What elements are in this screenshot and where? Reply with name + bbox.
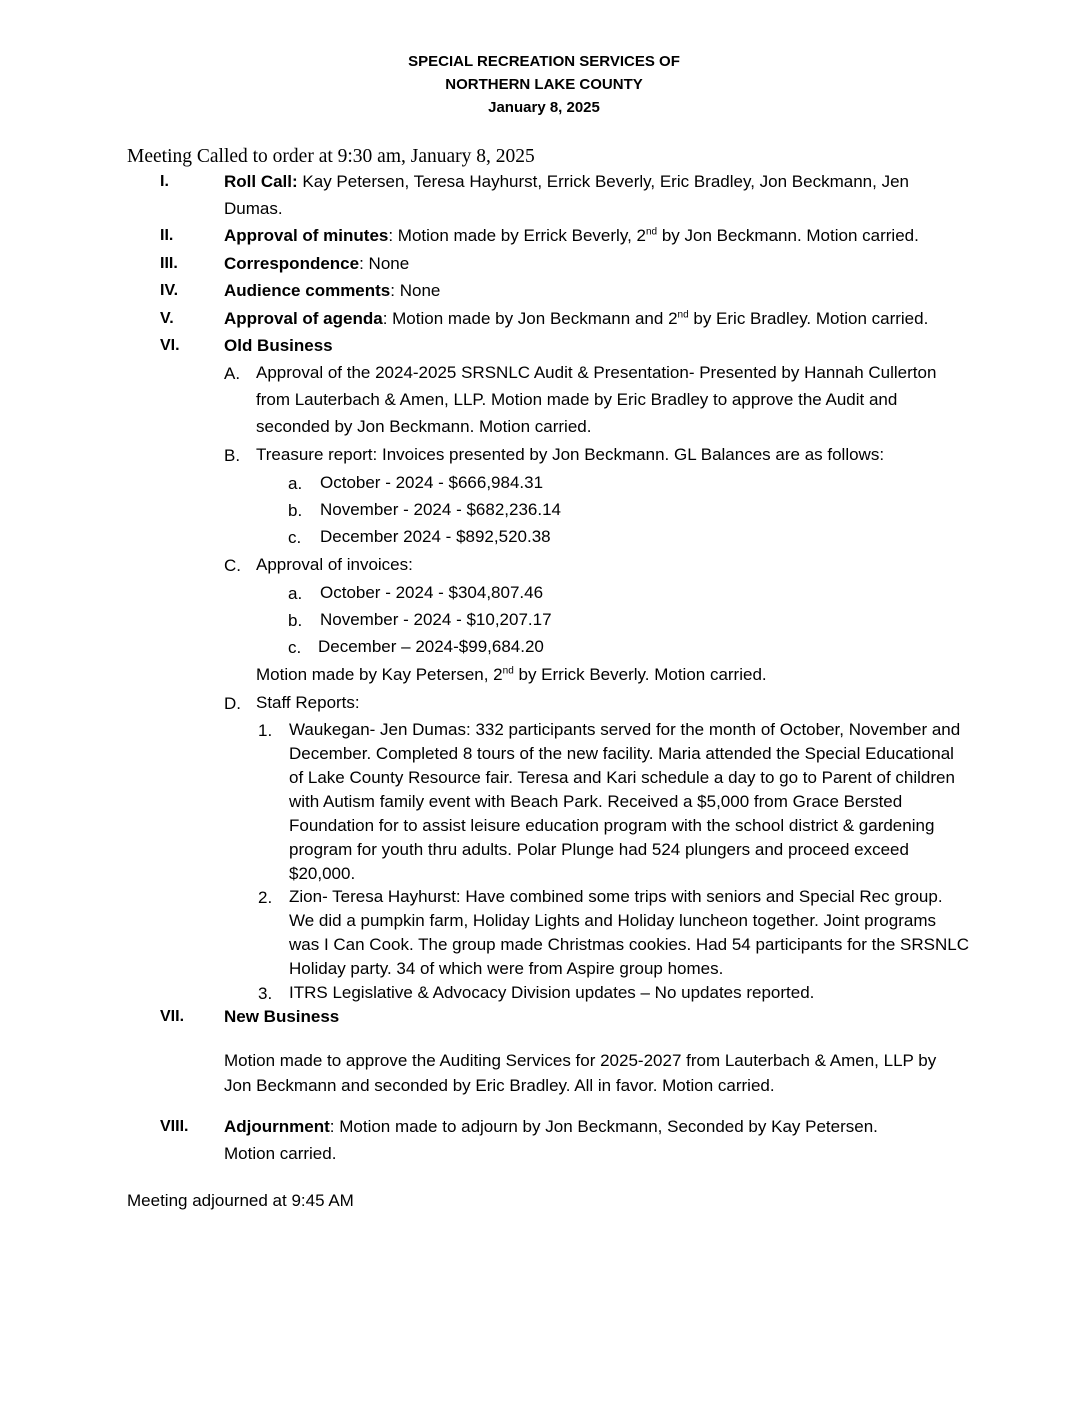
- item-number-vii: VII.: [160, 1008, 185, 1025]
- old-business-a-text: Approval of the 2024-2025 SRSNLC Audit & Presentation- Presented by Hannah Cullerton from Lauterbach & Amen, LLP. Motion made by Eric Bradley to approve the Audit and seconded by Jon Beckmann. Motion carried.: [256, 363, 937, 436]
- item-number-vi: VI.: [160, 337, 180, 354]
- correspondence-text: : None: [359, 254, 410, 273]
- item-correspondence: [224, 250, 966, 277]
- item-number-ii: II.: [160, 227, 174, 244]
- approval-of-minutes-title: Approval of minutes: [224, 226, 389, 245]
- invoice-label: a.: [288, 584, 303, 603]
- header-org-line-2: NORTHERN LAKE COUNTY: [445, 76, 643, 93]
- item-approval-of-minutes: [224, 222, 984, 249]
- ordinal-suffix: nd: [645, 226, 658, 238]
- gl-balance-row: November - 2024 - $682,236.14: [320, 500, 561, 519]
- item-approval-of-agenda: [224, 305, 984, 332]
- staff-report-waukegan: Waukegan- Jen Dumas: 332 participants served for the month of October, November and December. Completed 8 tours of the new facility. Maria attended the Special Educational of Lake County Resource fair. Teresa and Kari schedule a day to go to Parent of children with Autism family event with Beach Park. Received a $5,000 from Grace Bersted Foundation for to assist leisure education program with the school district & gardening program for youth thru adults. Polar Plunge had 524 plungers and proceed exceed $20,000.: [289, 720, 961, 883]
- gl-balance-label: b.: [288, 501, 303, 520]
- meeting-adjourned: Meeting adjourned at 9:45 AM: [127, 1191, 354, 1210]
- invoice-row: October - 2024 - $304,807.46: [320, 583, 544, 602]
- old-business-d-text: Staff Reports:: [256, 693, 360, 712]
- invoice-label: c.: [288, 638, 302, 657]
- invoice-motion-text-end: by Errick Beverly. Motion carried.: [513, 665, 767, 684]
- invoice-motion-text: Motion made by Kay Petersen, 2: [256, 665, 503, 684]
- invoice-row: November - 2024 - $10,207.17: [320, 610, 552, 629]
- header-org-line-1: SPECIAL RECREATION SERVICES OF: [408, 53, 680, 70]
- approval-of-agenda-text-end: by Eric Bradley. Motion carried.: [688, 309, 929, 328]
- old-business-b-text: Treasure report: Invoices presented by Jon Beckmann. GL Balances are as follows:: [256, 445, 885, 464]
- ordinal-suffix: nd: [677, 309, 689, 321]
- item-number-v: V.: [160, 310, 174, 327]
- old-business-b-label: B.: [224, 446, 241, 465]
- called-to-order: Meeting Called to order at 9:30 am, January 8, 2025: [127, 146, 535, 167]
- approval-of-minutes-text: : Motion made by Errick Beverly, 2: [388, 226, 646, 245]
- gl-balance-row: October - 2024 - $666,984.31: [320, 473, 544, 492]
- audience-comments-text: : None: [390, 281, 441, 300]
- document-header: [0, 52, 1088, 121]
- staff-report-itrs: ITRS Legislative & Advocacy Division updates – No updates reported.: [289, 983, 815, 1002]
- gl-balance-label: c.: [288, 528, 302, 547]
- old-business-d-label: D.: [224, 694, 241, 713]
- audience-comments-title: Audience comments: [224, 281, 391, 300]
- correspondence-title: Correspondence: [224, 254, 360, 273]
- staff-report-zion: Zion- Teresa Hayhurst: Have combined some trips with seniors and Special Rec group. We did a pumpkin farm, Holiday Lights and Holiday luncheon together. Joint programs was I Can Cook. The group made Christmas cookies. Had 54 participants for the SRSNLC Holiday party. 34 of which were from Aspire group homes.: [289, 887, 969, 978]
- new-business-title: New Business: [224, 1007, 340, 1026]
- gl-balance-row: December 2024 - $892,520.38: [320, 527, 551, 546]
- item-number-iii: III.: [160, 255, 178, 272]
- roll-call-title: Roll Call:: [224, 172, 298, 191]
- adjournment-title: Adjournment: [224, 1117, 330, 1136]
- item-number-i: I.: [160, 173, 169, 190]
- item-roll-call: [224, 168, 966, 222]
- new-business-text: Motion made to approve the Auditing Services for 2025-2027 from Lauterbach & Amen, LLP by Jon Beckmann and seconded by Eric Bradley. All in favor. Motion carried.: [224, 1051, 937, 1095]
- approval-of-agenda-title: Approval of agenda: [224, 309, 383, 328]
- old-business-a-label: A.: [224, 364, 241, 383]
- staff-report-label: 2.: [258, 888, 273, 907]
- adjournment-text: : Motion made to adjourn by Jon Beckmann, Seconded by Kay Petersen. Motion carried.: [224, 1117, 878, 1163]
- invoice-row: December – 2024-$99,684.20: [318, 637, 544, 656]
- staff-report-label: 1.: [258, 721, 273, 740]
- ordinal-suffix: nd: [502, 665, 514, 677]
- old-business-title: Old Business: [224, 336, 333, 355]
- invoice-motion: [256, 661, 767, 688]
- gl-balance-label: a.: [288, 474, 303, 493]
- item-audience-comments: [224, 277, 966, 304]
- approval-of-agenda-text: : Motion made by Jon Beckmann and 2: [382, 309, 678, 328]
- header-date: January 8, 2025: [488, 99, 600, 116]
- approval-of-minutes-text-end: by Jon Beckmann. Motion carried.: [657, 226, 919, 245]
- staff-report-label: 3.: [258, 984, 273, 1003]
- roll-call-text: Kay Petersen, Teresa Hayhurst, Errick Beverly, Eric Bradley, Jon Beckmann, Jen Dumas.: [224, 172, 909, 218]
- item-number-viii: VIII.: [160, 1118, 189, 1135]
- old-business-c-label: C.: [224, 556, 241, 575]
- item-number-iv: IV.: [160, 282, 179, 299]
- item-adjournment: [224, 1113, 914, 1167]
- old-business-c-text: Approval of invoices:: [256, 555, 413, 574]
- invoice-label: b.: [288, 611, 303, 630]
